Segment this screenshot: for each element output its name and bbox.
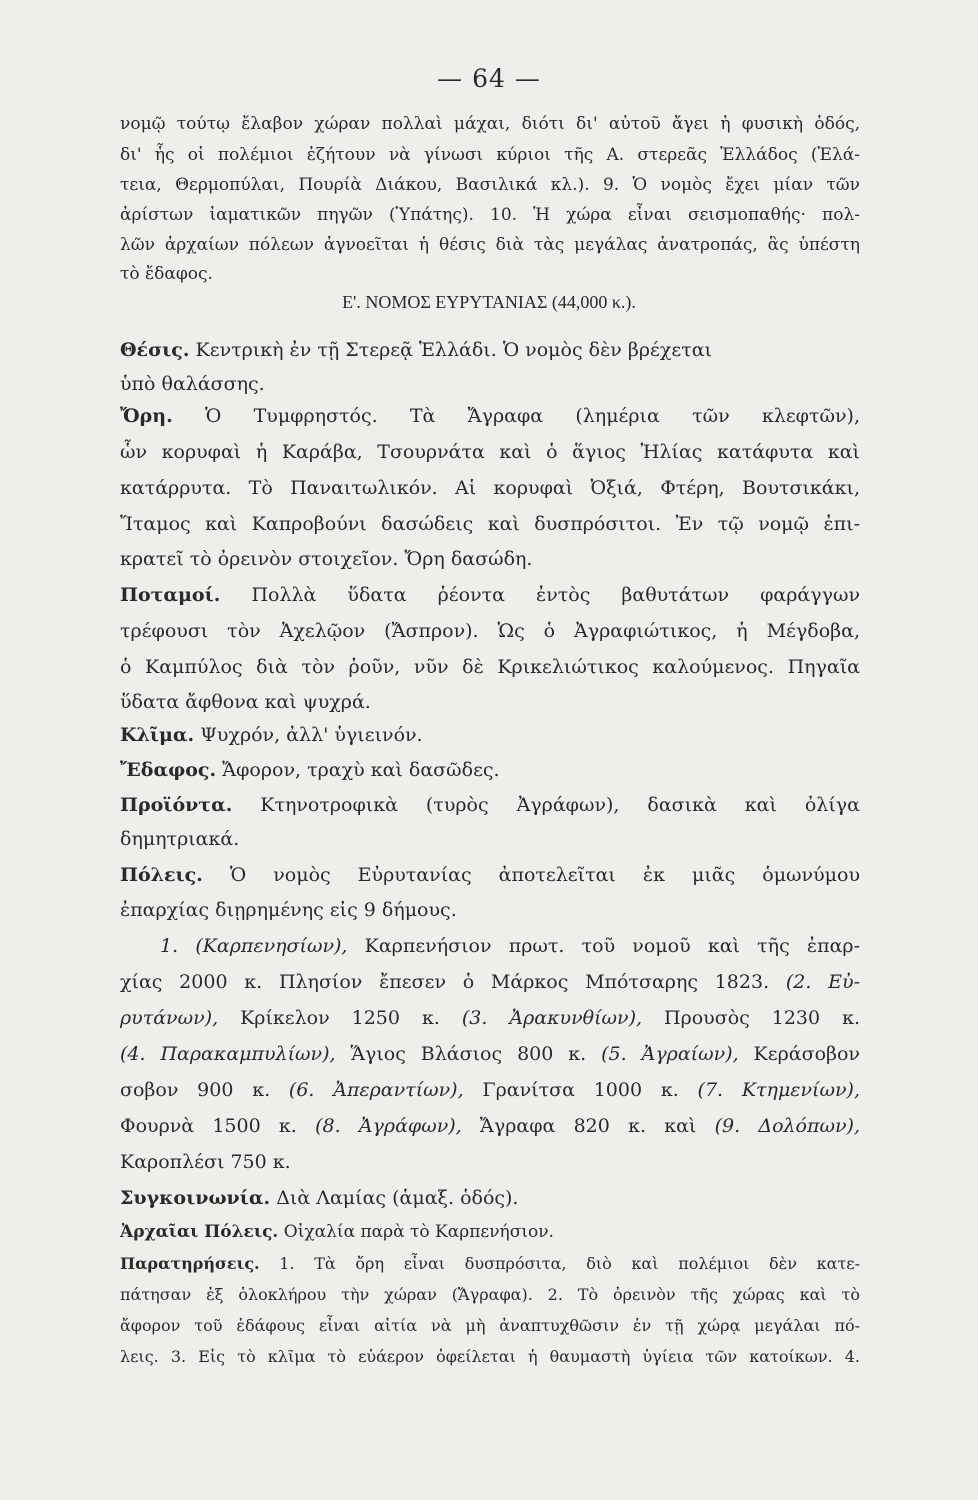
intro-line-6: τὸ ἔδαφος. — [120, 264, 213, 284]
arx-line — [120, 1220, 860, 1244]
par-line-1 — [120, 1252, 860, 1276]
potamoi-text-1: Πολλὰ ὕδατα ῥέοντα ἐντὸς βαθυτάτων φαράγγων — [220, 584, 860, 606]
klima-text: Ψυχρόν, ἀλλ' ὑγιεινόν. — [194, 724, 423, 746]
proionta-label: Προϊόντα. — [120, 794, 233, 816]
thesis-line-2: ὑπὸ θαλάσσης. — [120, 373, 265, 395]
demoi-line-6 — [120, 1114, 860, 1138]
demos-7-text: Φουρνὰ 1500 κ. — [120, 1115, 316, 1137]
demos-6-text: Γρανίτσα 1000 κ. — [463, 1079, 698, 1101]
par-line-2: πάτησαν ἐξ ὁλοκλήρου τὴν χώραν (Ἄγραφα). 2. Τὸ ὀρεινὸν τῆς χώρας καὶ τὸ — [120, 1285, 860, 1304]
demos-2: (2. Εὐ- — [785, 971, 861, 993]
demos-2-text-b: Κρίκελον 1250 κ. — [218, 1007, 462, 1029]
demos-2-text-a: χίας 2000 κ. Πλησίον ἔπεσεν ὁ Μάρκος Μπότσαρης 1823. — [120, 971, 786, 993]
intro-line-3: τεια, Θερμοπύλαι, Πουρίὰ Διάκου, Βασιλικά κλ.). 9. Ὁ νομὸς ἔχει μίαν τῶν — [120, 175, 860, 195]
proionta-line-1 — [120, 793, 860, 817]
poleis-line-1 — [120, 863, 860, 887]
poleis-text-1: Ὁ νομὸς Εὐρυτανίας ἀποτελεῖται ἐκ μιᾶς ὁμωνύμου — [202, 864, 860, 886]
demos-7: (7. Κτημενίων), — [697, 1079, 860, 1101]
potamoi-line-1 — [120, 583, 860, 607]
demos-1: 1. (Καρπενησίων), — [160, 935, 348, 957]
ori-line-5: κρατεῖ τὸ ὀρεινὸν στοιχεῖον. Ὄρη δασώδη. — [120, 548, 533, 570]
par-line-3: ἄφορον τοῦ ἐδάφους εἶναι αἰτία νὰ μὴ ἀναπτυχθῶσιν ἐν τῇ χώρᾳ μεγάλαι πό- — [120, 1316, 860, 1335]
ori-line-2: ὧν κορυφαὶ ἡ Καράβα, Τσουρνάτα καὶ ὁ ἅγιος Ἠλίας κατάφυτα καὶ — [120, 441, 860, 463]
demos-5: (5. Ἀγραίων), — [601, 1043, 739, 1065]
section-title: Ε'. ΝΟΜΟΣ ΕΥΡΥΤΑΝΙΑΣ (44,000 κ.). — [342, 292, 636, 312]
demos-5-text: Κεράσοβον — [738, 1043, 860, 1065]
demoi-line-2 — [120, 970, 860, 994]
proionta-text-1: Κτηνοτροφικὰ (τυρὸς Ἀγράφων), δασικὰ καὶ ὀλίγα — [232, 794, 860, 816]
klima-label: Κλῖμα. — [120, 724, 195, 746]
demoi-line-1 — [160, 934, 860, 958]
arx-text: Οἰχαλία παρὰ τὸ Καρπενήσιον. — [278, 1222, 554, 1242]
demos-5-text-b: σοβον 900 κ. — [120, 1079, 289, 1101]
klima-line — [120, 723, 860, 747]
potamoi-line-4: ὕδατα ἄφθονα καὶ ψυχρά. — [120, 691, 371, 713]
thesis-label: Θέσις. — [120, 339, 190, 361]
potamoi-label: Ποταμοί. — [120, 584, 221, 606]
poleis-label: Πόλεις. — [120, 864, 203, 886]
demoi-line-4 — [120, 1042, 860, 1066]
ori-text-1: Ὁ Τυμφρηστός. Τὰ Ἄγραφα (λημέρια τῶν κλεφτῶν), — [172, 405, 860, 427]
thesis-text-1: Κεντρικὴ ἐν τῇ Στερεᾷ Ἑλλάδι. Ὁ νομὸς δὲν βρέχεται — [189, 339, 713, 361]
par-text-1: 1. Τὰ ὄρη εἶναι δυσπρόσιτα, διὸ καὶ πολέμιοι δὲν κατε- — [259, 1254, 860, 1273]
edafos-label: Ἔδαφος. — [120, 759, 217, 781]
demos-4: (4. Παρακαμπυλίων), — [120, 1043, 336, 1065]
demos-9: (9. Δολόπων), — [714, 1115, 860, 1137]
poleis-line-2: ἐπαρχίας διῃρημένης εἰς 9 δήμους. — [120, 899, 457, 921]
demos-2b: ρυτάνων), — [120, 1007, 219, 1029]
arx-label: Ἀρχαῖαι Πόλεις. — [120, 1222, 279, 1242]
intro-line-5: λῶν ἀρχαίων πόλεων ἀγνοεῖται ἡ θέσις διὰ τὰς μεγάλας ἀνατροπάς, ἃς ὑπέστη — [120, 235, 860, 255]
page-number: — 64 — — [437, 64, 541, 93]
potamoi-line-3: ὁ Καμπύλος διὰ τὸν ῥοῦν, νῦν δὲ Κρικελιώτικος καλούμενος. Πηγαῖα — [120, 656, 860, 678]
demos-6: (6. Ἀπεραντίων), — [288, 1079, 464, 1101]
demoi-line-3 — [120, 1006, 860, 1030]
proionta-line-2: δημητριακά. — [120, 828, 240, 850]
demoi-line-5 — [120, 1078, 860, 1102]
demos-4-text: Ἅγιος Βλάσιος 800 κ. — [335, 1043, 602, 1065]
ori-line-1 — [120, 404, 860, 428]
demos-3-text: Προυσὸς 1230 κ. — [642, 1007, 860, 1029]
demos-8-text: Ἄγραφα 820 κ. καὶ — [461, 1115, 715, 1137]
edafos-text: Ἄφορον, τραχὺ καὶ δασῶδες. — [216, 759, 500, 781]
syg-text: Διὰ Λαμίας (ἁμαξ. ὁδός). — [270, 1187, 519, 1209]
syg-line — [120, 1186, 860, 1210]
demos-1-text: Καρπενήσιον πρωτ. τοῦ νομοῦ καὶ τῆς ἐπαρ- — [347, 935, 861, 957]
par-line-4: λεις. 3. Εἰς τὸ κλῖμα τὸ εὐάερον ὀφείλεται ἡ θαυμαστὴ ὑγίεια τῶν κατοίκων. 4. — [120, 1347, 860, 1366]
ori-line-3: κατάρρυτα. Τὸ Παναιτωλικόν. Αἱ κορυφαὶ Ὀξιά, Φτέρη, Βουτσικάκι, — [120, 477, 860, 499]
par-label: Παρατηρήσεις. — [120, 1254, 260, 1273]
intro-line-1: νομῷ τούτῳ ἔλαβον χώραν πολλαὶ μάχαι, διότι δι' αὐτοῦ ἄγει ἡ φυσικὴ ὁδός, — [120, 114, 860, 134]
demos-3: (3. Ἀρακυνθίων), — [461, 1007, 643, 1029]
potamoi-line-2: τρέφουσι τὸν Ἀχελῷον (Ἄσπρον). Ὡς ὁ Ἀγραφιώτικος, ἡ Μέγδοβα, — [120, 620, 860, 642]
intro-line-2: δι' ἧς οἱ πολέμιοι ἐζήτουν νὰ γίνωσι κύριοι τῆς Α. στερεᾶς Ἑλλάδος (Ἐλά- — [120, 145, 860, 165]
demoi-line-7: Καροπλέσι 750 κ. — [120, 1151, 291, 1173]
ori-line-4: Ἴταμος καὶ Καπροβούνι δασώδεις καὶ δυσπρόσιτοι. Ἐν τῷ νομῷ ἐπι- — [120, 513, 860, 535]
edafos-line — [120, 758, 860, 782]
intro-line-4: ἀρίστων ἰαματικῶν πηγῶν (Ὑπάτης). 10. Ἡ χώρα εἶναι σεισμοπαθής· πολ- — [120, 205, 860, 225]
ori-label: Ὄρη. — [120, 405, 173, 427]
demos-8: (8. Ἀγράφων), — [315, 1115, 462, 1137]
thesis-line-1 — [120, 338, 860, 362]
syg-label: Συγκοινωνία. — [120, 1187, 271, 1209]
